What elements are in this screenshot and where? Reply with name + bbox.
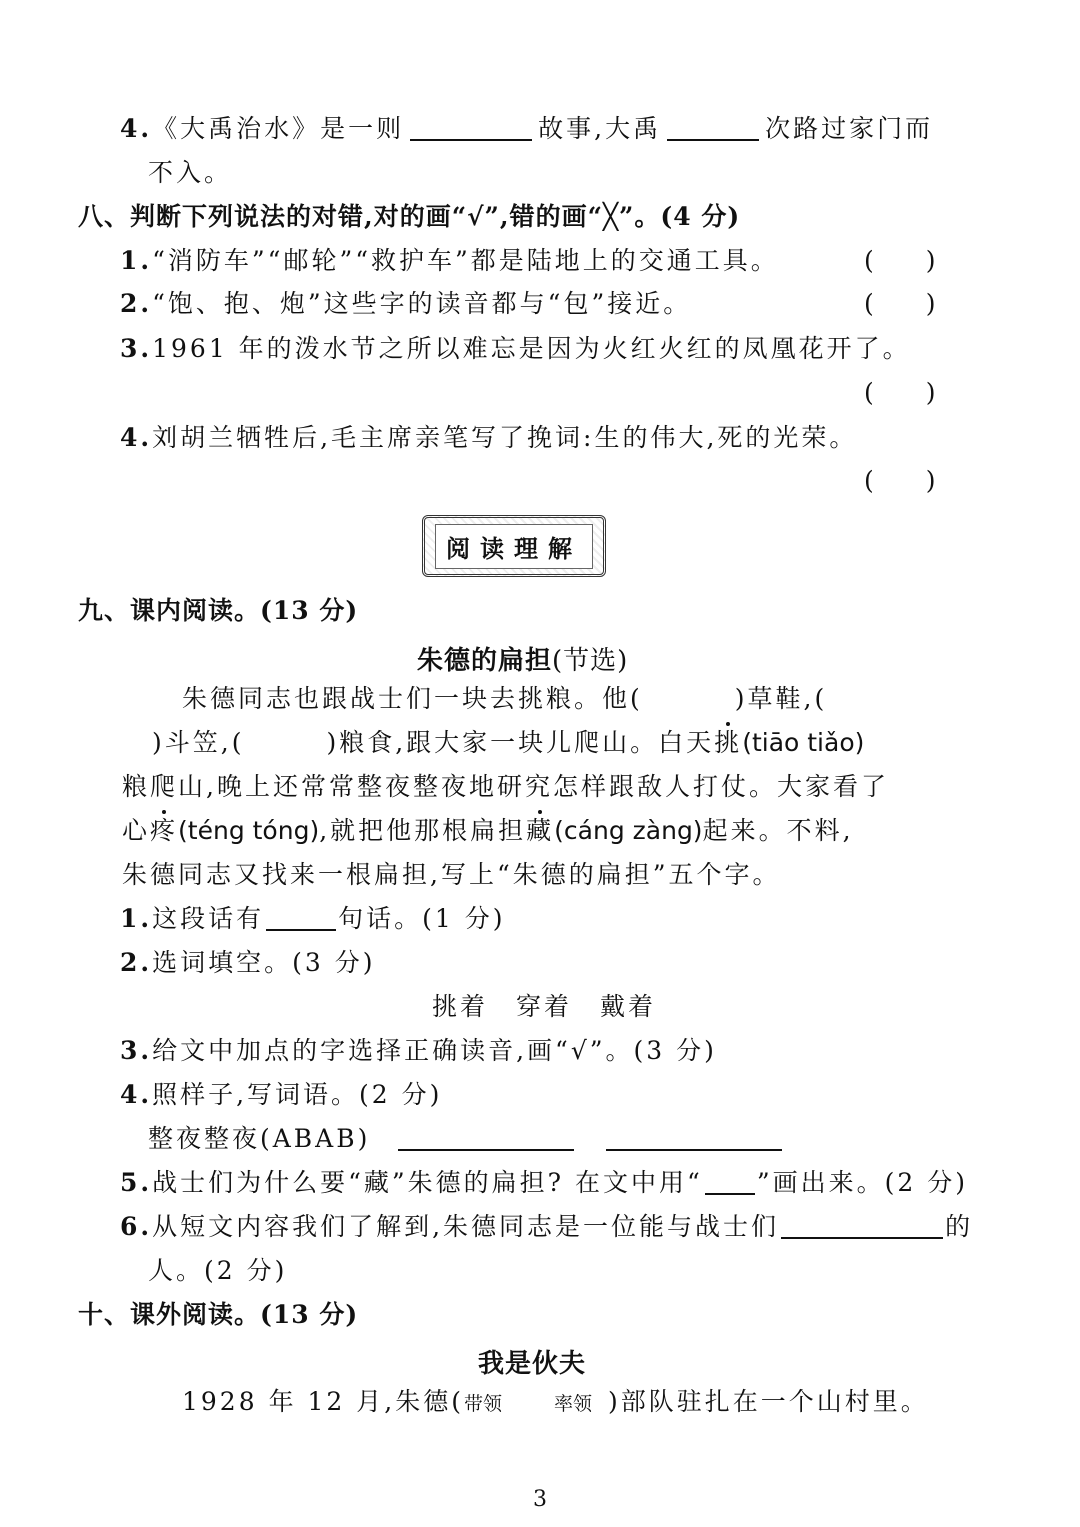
answer-paren[interactable]: ( ) (864, 378, 936, 407)
judge-item-4: 4.刘胡兰牺牲后,毛主席亲笔写了挽词:生的伟大,死的光荣。 (120, 423, 858, 452)
section-10-heading: 十、课外阅读。(13 分) (78, 1300, 359, 1329)
sub-question-5: 5.战士们为什么要“藏”朱德的扁担? 在文中用“ ”画出来。(2 分) (120, 1168, 968, 1197)
answer-paren[interactable]: ( ) (864, 289, 936, 318)
sub-question-4: 4.照样子,写词语。(2 分) (120, 1080, 443, 1109)
answer-paren[interactable]: ( ) (864, 246, 936, 275)
dotted-char: 挑 (714, 728, 743, 757)
sub-question-6-cont: 人。(2 分) (148, 1256, 288, 1285)
word-option: 率领 (554, 1393, 593, 1415)
passage-title: 朱德的扁担(节选) (417, 646, 629, 676)
answer-blank[interactable] (781, 1213, 943, 1239)
passage-line-3: 粮爬山,晚上还常常整夜整夜地研究怎样跟敌人打仗。大家看了 (122, 772, 889, 801)
passage-line-4: 心疼(téng tóng),就把他那根扁担藏(cáng zàng)起来。不料, (122, 816, 854, 845)
underline-mark (705, 1169, 755, 1195)
sub-question-1: 1.这段话有 句话。(1 分) (120, 904, 506, 933)
dotted-char: 藏 (526, 816, 555, 845)
judge-item-1: 1.“消防车”“邮轮”“救护车”都是陆地上的交通工具。 (120, 246, 779, 275)
judge-item-3: 3.1961 年的泼水节之所以难忘是因为火红火红的凤凰花开了。 (120, 334, 911, 363)
judge-item-2: 2.“饱、抱、炮”这些字的读音都与“包”接近。 (120, 289, 692, 318)
section-9-heading: 九、课内阅读。(13 分) (78, 596, 359, 625)
answer-blank[interactable] (606, 1125, 782, 1151)
answer-blank[interactable] (667, 115, 759, 141)
page-number: 3 (533, 1487, 547, 1512)
question-7-4-cont: 不入。 (148, 158, 233, 187)
answer-blank[interactable] (410, 115, 532, 141)
word-options: 挑着 穿着 戴着 (432, 992, 657, 1021)
passage-line-2: )斗笠,( )粮食,跟大家一块儿爬山。白天挑(tiāo tiǎo) (152, 728, 865, 757)
question-number: 4. (120, 114, 153, 143)
question-7-4: 4.《大禹治水》是一则 故事,大禹 次路过家门而 (120, 114, 934, 143)
dotted-char: 疼 (150, 816, 179, 845)
passage-line-1: 朱德同志也跟战士们一块去挑粮。他( )草鞋,( (182, 684, 828, 713)
reading-comprehension-banner: 阅读理解 (422, 515, 606, 577)
passage-2-line-1: 1928 年 12 月,朱德(带领 率领 )部队驻扎在一个山村里。 (182, 1387, 929, 1416)
sub-question-2: 2.选词填空。(3 分) (120, 948, 376, 977)
sub-question-3: 3.给文中加点的字选择正确读音,画“√”。(3 分) (120, 1036, 717, 1065)
word-option: 带领 (463, 1393, 502, 1415)
answer-blank[interactable] (266, 905, 336, 931)
sub-question-4-example: 整夜整夜(ABAB) (148, 1124, 782, 1154)
section-8-heading: 八、判断下列说法的对错,对的画“√”,错的画“╳”。(4 分) (78, 202, 741, 231)
answer-blank[interactable] (398, 1125, 574, 1151)
sub-question-6: 6.从短文内容我们了解到,朱德同志是一位能与战士们 的 (120, 1212, 974, 1241)
answer-paren[interactable]: ( ) (864, 466, 936, 495)
passage-line-5: 朱德同志又找来一根扁担,写上“朱德的扁担”五个字。 (122, 860, 781, 889)
passage-title-2: 我是伙夫 (478, 1349, 587, 1379)
